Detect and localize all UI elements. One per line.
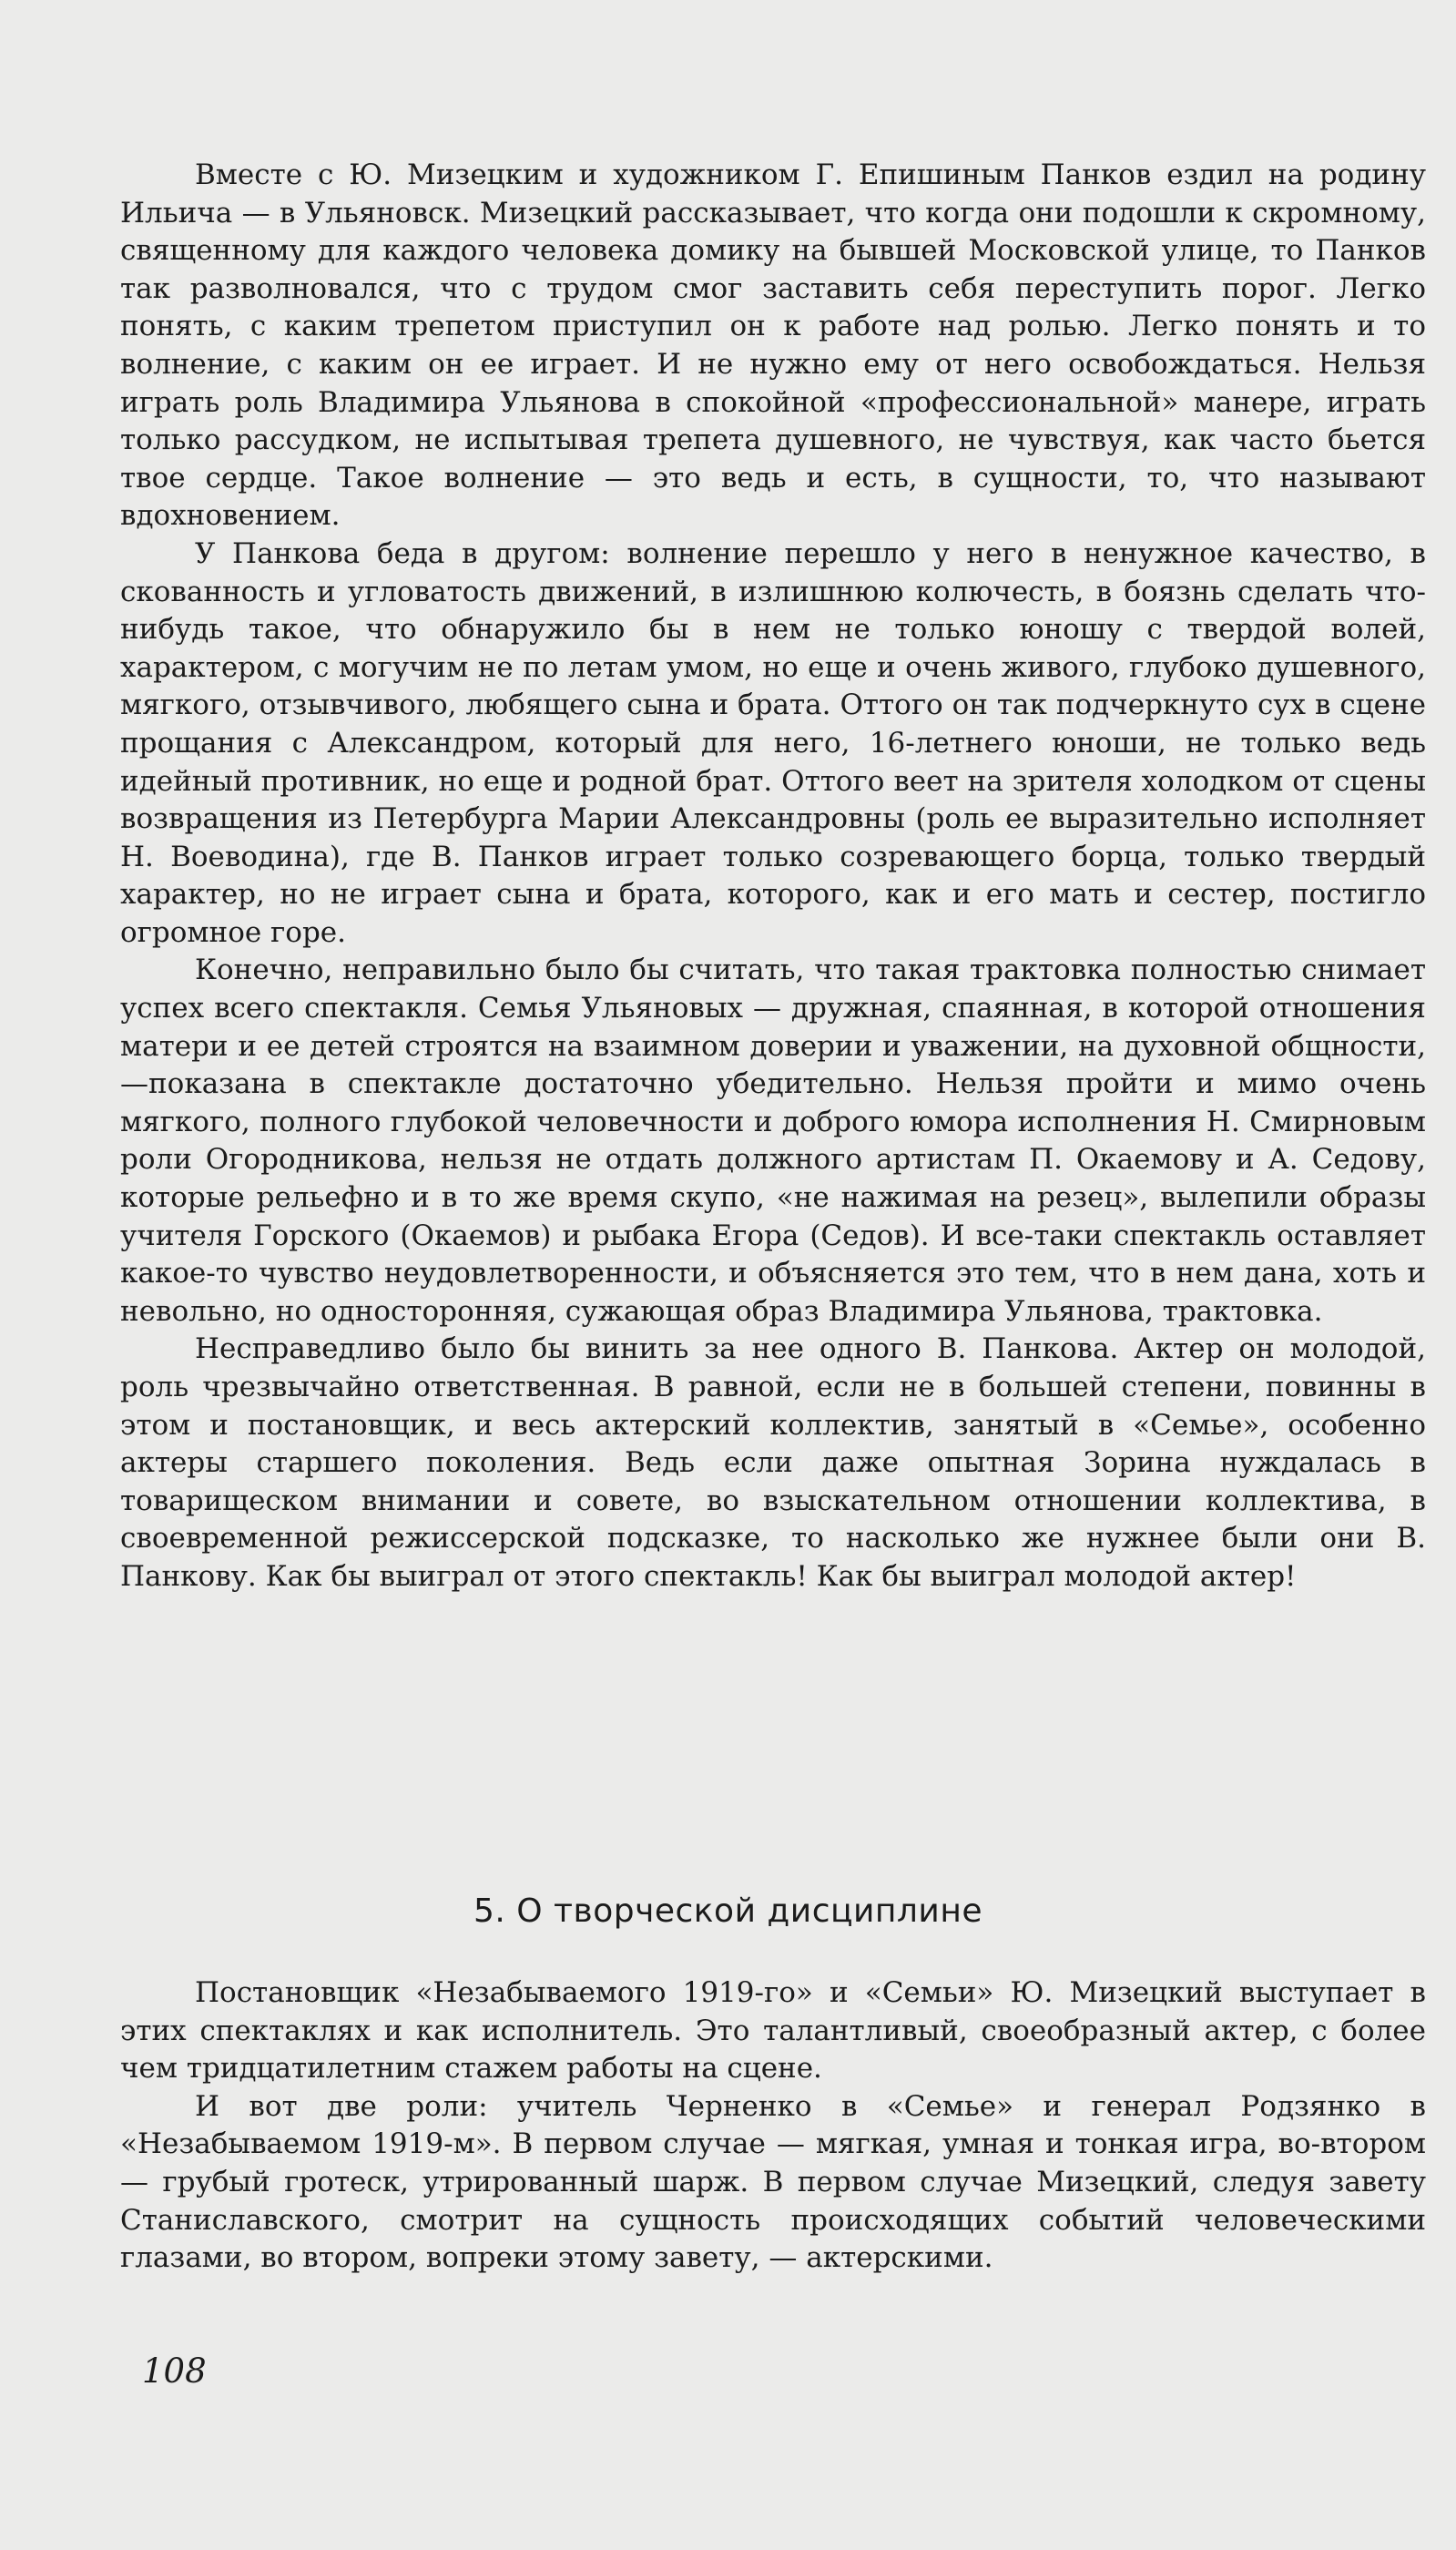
body-text-bottom [120, 1974, 1426, 2278]
paragraph: Несправедливо было бы винить за нее одного В. Панкова. Актер он молодой, роль чрезвычайно ответственная. В равной, если не в большей степени, повинны в этом и постановщик, и весь актерский коллектив, занятый в «Семье», особенно актеры старшего поколения. Ведь если даже опытная Зорина нуждалась в товарищеском внимании и совете, во взыскательном отношении коллектива, в своевременной режиссерской подсказке, то насколько же нужнее были они В. Панкову. Как бы выиграл от этого спектакль! Как бы выиграл молодой актер! [120, 1332, 1426, 1593]
paragraph: И вот две роли: учитель Черненко в «Семье» и генерал Родзянко в «Незабываемом 1919-м». В первом случае — мягкая, умная и тонкая игра, во-втором — грубый гротеск, утрированный шарж. В первом случае Мизецкий, следуя завету Станиславского, смотрит на сущность происходящих событий человеческими глазами, во втором, вопреки этому завету, — актерскими. [120, 2089, 1426, 2275]
paragraph: У Панкова беда в другом: волнение перешло у него в ненужное качество, в скованность и угловатость движений, в излишнюю колючесть, в боязнь сделать что-нибудь такое, что обнаружило бы в нем не только юношу с твердой волей, характером, с могучим не по летам умом, но еще и очень живого, глубоко душевного, мягкого, отзывчивого, любящего сына и брата. Оттого он так подчеркнуто сух в сцене прощания с Александром, который для него, 16-летнего юноши, не только ведь идейный противник, но еще и родной брат. Оттого веет на зрителя холодком от сцены возвращения из Петербурга Марии Александровны (роль ее выразительно исполняет Н. Воеводина), где В. Панков играет только созревающего борца, только твердый характер, но не играет сына и брата, которого, как и его мать и сестер, постигло огромное горе. [120, 536, 1426, 949]
paragraph: Вместе с Ю. Мизецким и художником Г. Епишиным Панков ездил на родину Ильича — в Ульяновск. Мизецкий рассказывает, что когда они подошли к скромному, священному для каждого человека домику на бывшей Московской улице, то Панков так разволновался, что с трудом смог заставить себя переступить порог. Легко понять, с каким трепетом приступил он к работе над ролью. Легко понять и то волнение, с каким он ее играет. И не нужно ему от него освобождаться. Нельзя играть роль Владимира Ульянова в спокойной «профессиональной» манере, играть только рассудком, не испытывая трепета душевного, не чувствуя, как часто бьется твое сердце. Такое волнение — это ведь и есть, в сущности, то, что называют вдохновением. [120, 158, 1426, 533]
paragraph: Постановщик «Незабываемого 1919-го» и «Семьи» Ю. Мизецкий выступает в этих спектаклях и как исполнитель. Это талантливый, своеобразный актер, с более чем тридцатилетним стажем работы на сцене. [120, 1976, 1426, 2086]
paragraph: Конечно, неправильно было бы считать, что такая трактовка полностью снимает успех всего спектакля. Семья Ульяновых — дружная, спаянная, в которой отношения матери и ее детей строятся на взаимном доверии и уважении, на духовной общности,—показана в спектакле достаточно убедительно. Нельзя пройти и мимо очень мягкого, полного глубокой человечности и доброго юмора исполнения Н. Смирновым роли Огородникова, нельзя не отдать должного артистам П. Окаемову и А. Седову, которые рельефно и в то же время скупо, «не нажимая на резец», вылепили образы учителя Горского (Окаемов) и рыбака Егора (Седов). И все-таки спектакль оставляет какое-то чувство неудовлетворенности, и объясняется это тем, что в нем дана, хоть и невольно, но односторонняя, сужающая образ Владимира Ульянова, трактовка. [120, 954, 1426, 1328]
body-text-top [120, 157, 1426, 1596]
section-heading: 5. О творческой дисциплине [473, 1892, 983, 1930]
page-number: 108 [142, 2351, 207, 2391]
